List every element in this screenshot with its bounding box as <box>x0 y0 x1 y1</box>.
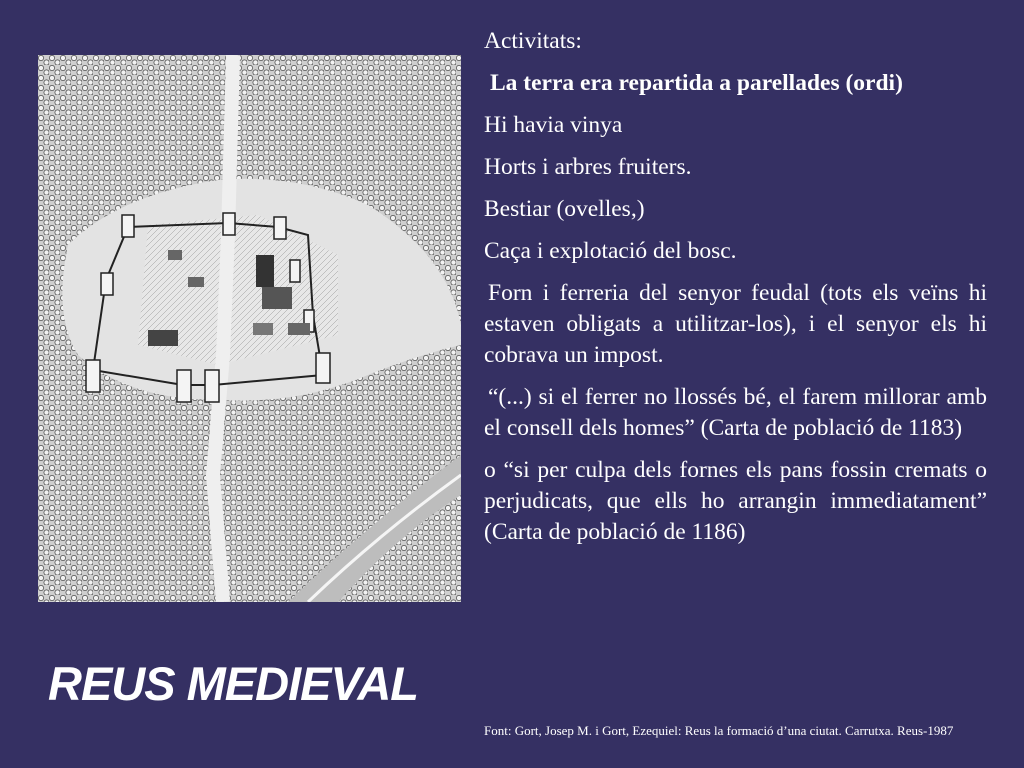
activities-text <box>484 26 987 559</box>
source-citation: Font: Gort, Josep M. i Gort, Ezequiel: Reus la formació d’una ciutat. Carrutxa. Reus-1987 <box>484 723 954 738</box>
activity-item: Hi havia vinya <box>484 112 623 138</box>
medieval-reus-illustration <box>38 55 461 602</box>
forge-oven-text: Forn i ferreria del senyor feudal (tots els veïns hi estaven obligats a utilitzar-los), i el senyor els hi cobrava un impost. <box>484 280 987 368</box>
activity-item: Horts i arbres fruiters. <box>484 154 692 180</box>
activity-item: Bestiar (ovelles,) <box>484 196 645 222</box>
activity-item: Caça i explotació del bosc. <box>484 238 737 264</box>
quote-1183: “(...) si el ferrer no llossés bé, el farem millorar amb el consell dels homes” (Carta de població de 1183) <box>484 384 987 441</box>
medieval-town-drawing <box>38 55 461 602</box>
slide-title: REUS MEDIEVAL <box>48 657 418 710</box>
activities-heading: Activitats: <box>484 28 582 54</box>
land-division-text: La terra era repartida a parellades (ordi) <box>490 70 903 96</box>
quote-1186: o “si per culpa dels fornes els pans fossin cremats o perjudicats, que ells ho arrangin immediatament” (Carta de població de 1186) <box>484 457 987 545</box>
